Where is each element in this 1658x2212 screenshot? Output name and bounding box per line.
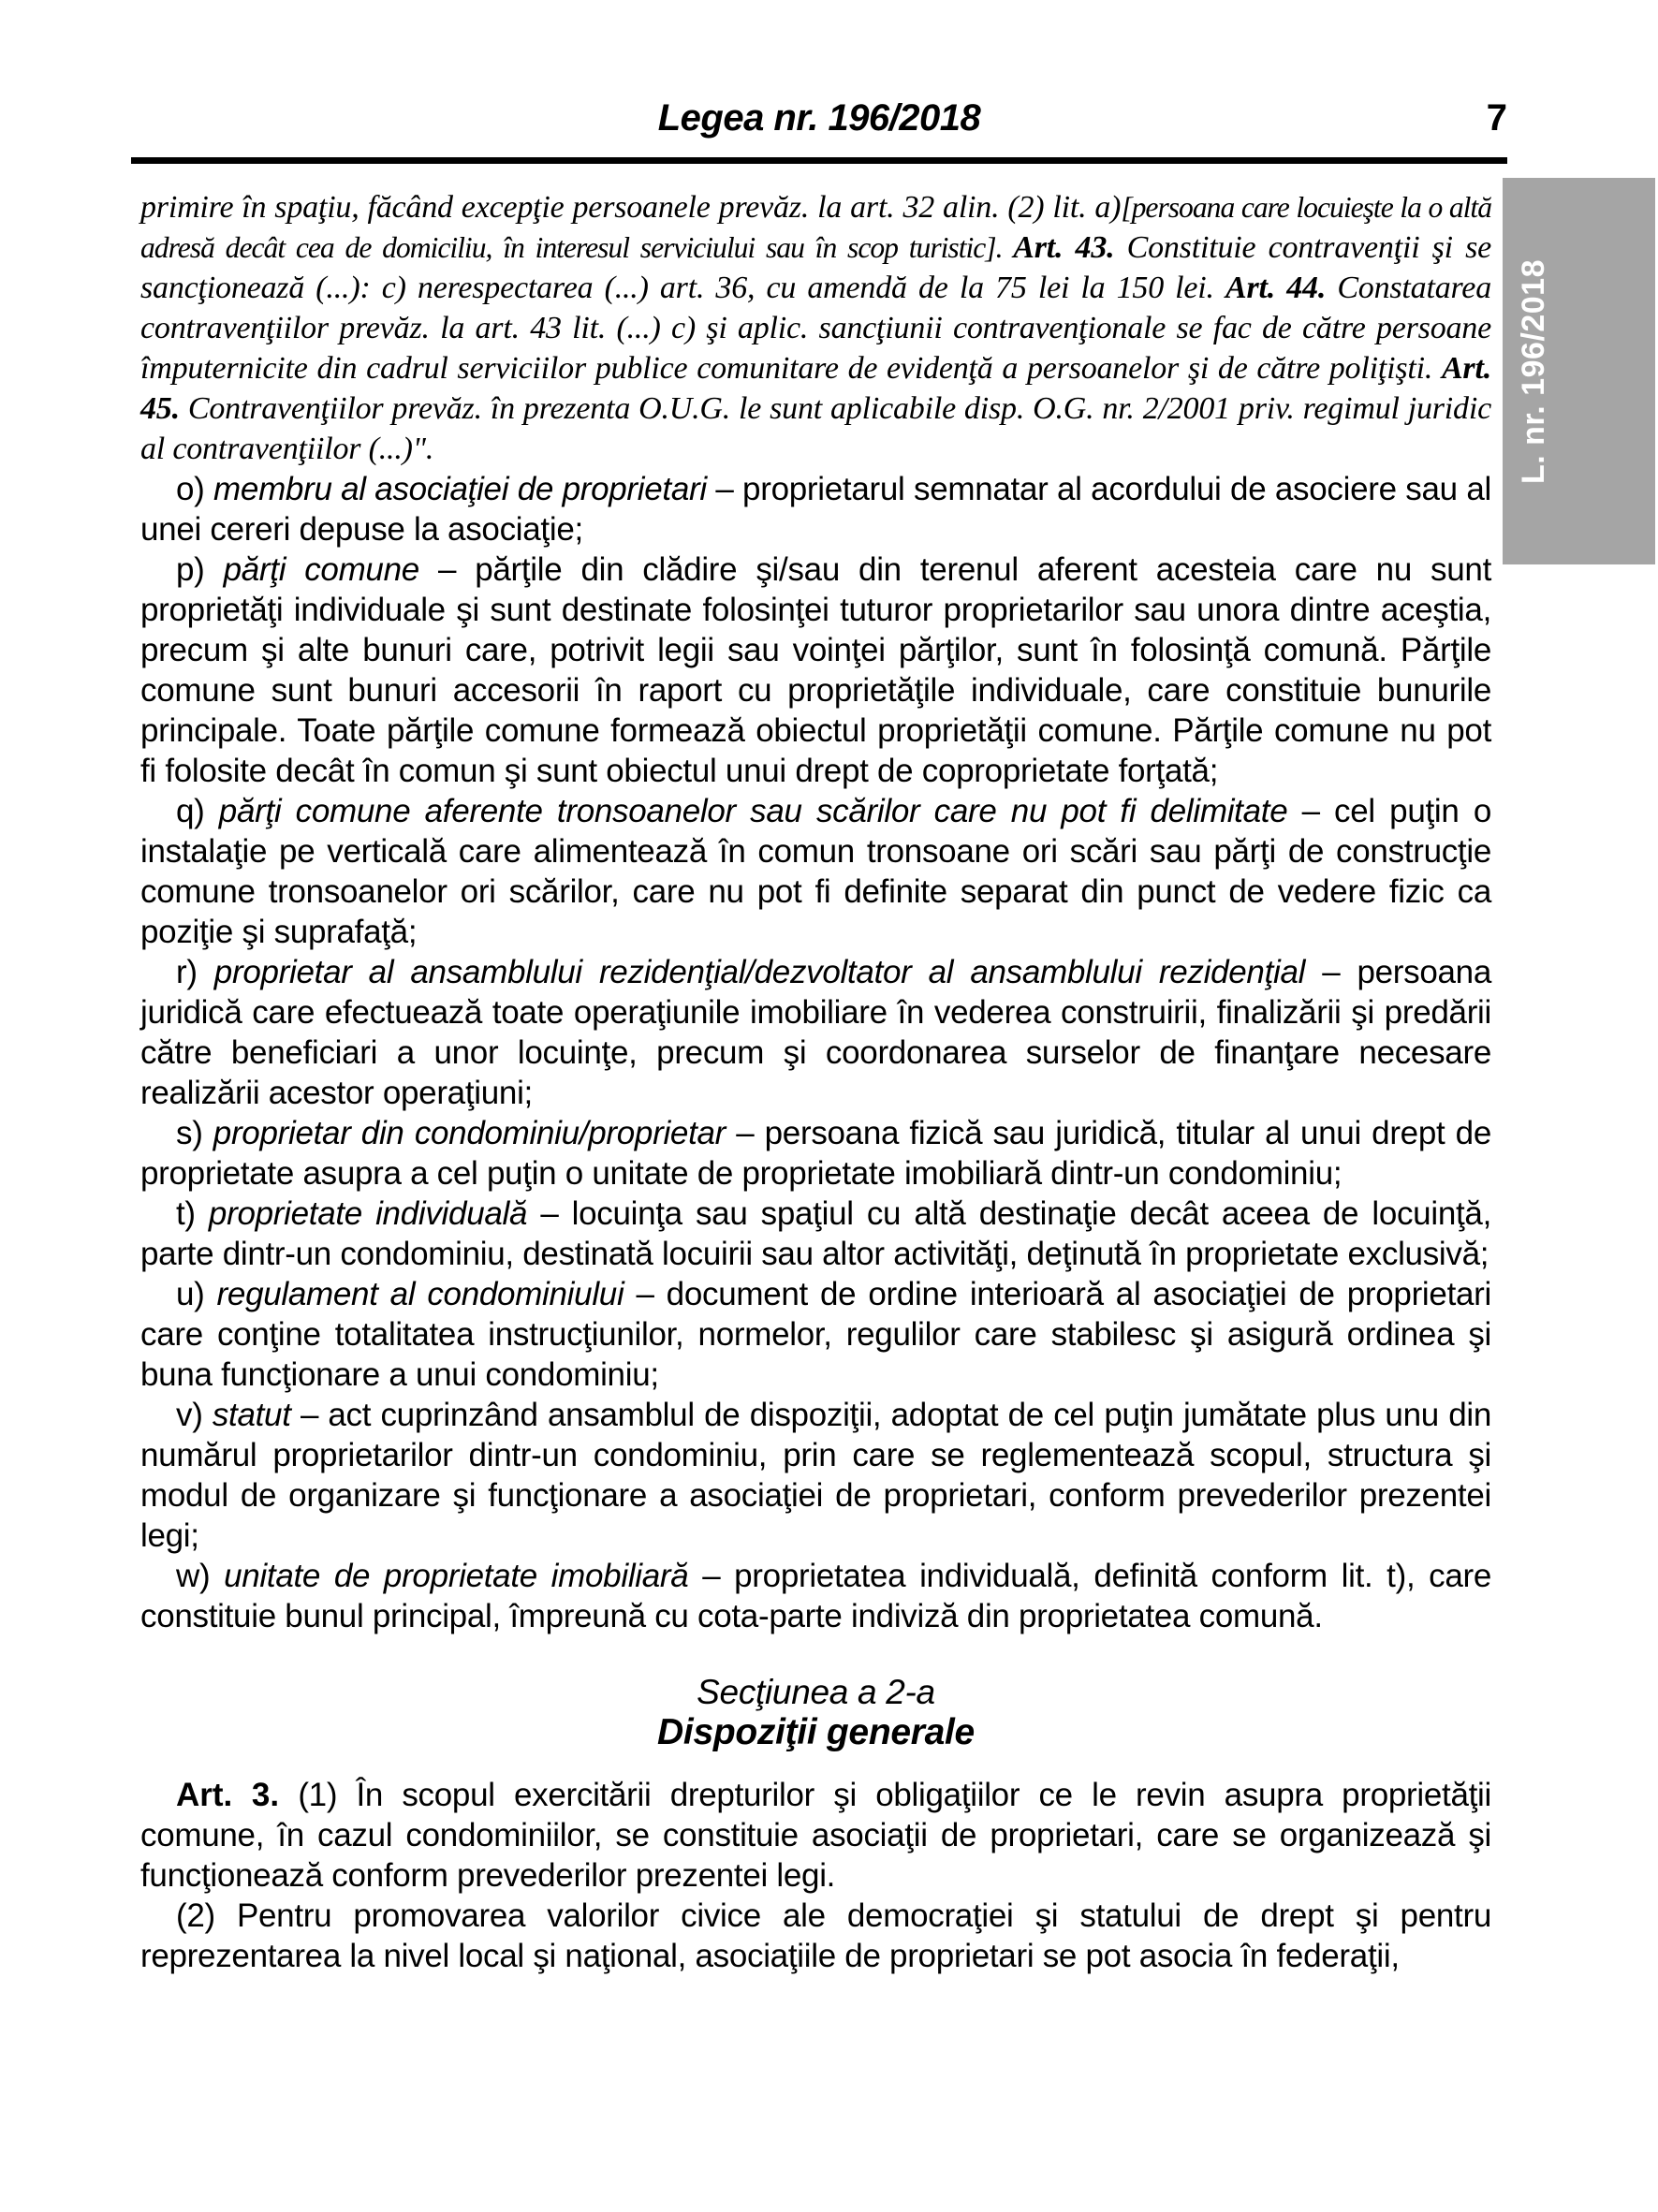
text-segment: – act cuprinzând ansamblul de dispoziţii, adoptat de cel puţin jumătate plus unu din numărul proprietarilor dintr-un condominiu, prin care se reglementează scopul, structura şi modul de organizare şi funcţionare a asociaţiei de proprietari, conform prevederilor prezentei legi;	[140, 1397, 1491, 1554]
text-segment: – proprietatea individuală, definită conform lit. t), care constituie bunul principal, împreună cu cota-parte indiviză din proprietatea comună.	[140, 1558, 1492, 1634]
definition-q	[140, 791, 1491, 952]
text-segment: părţi comune aferente tronsoanelor sau scărilor care nu pot fi delimitate	[218, 793, 1288, 829]
article-3-para-2	[140, 1896, 1491, 1976]
text-segment: – părţile din clădire şi/sau din terenul aferent acesteia care nu sunt proprietăţi individuale şi sunt destinate folosinţei tuturor proprietarilor sau unora dintre aceştia, precum şi alte bunuri care, potrivit legii sau voinţei părţilor, sunt în folosinţă comună. Părţile comune sunt bunuri accesorii în raport cu proprietăţile individuale, care constituie bunurile principale. Toate părţile comune formează obiectul proprietăţii comune. Părţile comune nu pot fi folosite decât în comun şi sunt obiectul unui drept de coproprietate forţată;	[140, 551, 1492, 789]
text-segment: regulament al condominiului	[216, 1276, 624, 1312]
text-segment: Art. 43.	[1013, 230, 1115, 265]
header-rule	[131, 157, 1507, 164]
text-segment: – persoana juridică care efectuează toate operaţiunile imobiliare în vederea construirii, finalizării şi predării către beneficiari a unor locuinţe, precum şi coordonarea surselor de finanţare necesare realizării acestor operaţiuni;	[140, 954, 1492, 1111]
text-segment: (2) Pentru promovarea valorilor civice ale democraţiei şi statului de drept şi pentru reprezentarea la nivel local şi naţional, asociaţiile de proprietari se pot asocia în federaţii,	[140, 1897, 1491, 1974]
text-segment: t)	[176, 1195, 209, 1232]
text-segment: – document de ordine interioară al asociaţiei de proprietari care conţine totalitatea instrucţiunilor, normelor, regulilor care stabilesc şi asigură ordinea şi buna funcţionare a unui condominiu;	[140, 1276, 1491, 1393]
text-segment: Constatarea contravenţiilor prevăz. la art. 43 lit. (...) c) şi aplic. sancţiunii contravenţionale se fac de către persoane împuternicite din cadrul serviciilor publice comunitare de evidenţă a persoanelor şi de către poliţişti.	[140, 271, 1491, 386]
text-segment: o)	[176, 471, 214, 507]
text-segment: q)	[176, 793, 219, 829]
text-segment: unitate de proprietate imobiliară	[224, 1558, 689, 1594]
text-segment: – cel puţin o instalaţie pe verticală care alimentează în comun tronsoane ori scări sau părţi de construcţie comune tronsoanelor ori scărilor, care nu pot fi definite separat din punct de vedere fizic ca poziţie şi suprafaţă;	[140, 793, 1491, 950]
text-segment: p)	[176, 551, 224, 588]
definition-u	[140, 1274, 1491, 1395]
definition-w	[140, 1556, 1491, 1636]
text-segment: Contravenţiilor prevăz. în prezenta O.U.G. le sunt aplicabile disp. O.G. nr. 2/2001 priv. regimul juridic al contravenţiilor (...)".	[140, 391, 1491, 466]
text-segment: Art. 45.	[140, 351, 1491, 426]
page-header	[131, 97, 1507, 171]
thumb-index-tab	[1503, 178, 1655, 564]
page-number: 7	[1486, 97, 1507, 139]
definition-v	[140, 1395, 1491, 1556]
section-subheading	[140, 1712, 1491, 1752]
header-row	[131, 97, 1507, 150]
text-segment: u)	[176, 1276, 217, 1312]
text-segment: proprietar al ansamblului rezidenţial/dezvoltator al ansamblului rezidenţial	[213, 954, 1306, 990]
definition-p	[140, 549, 1491, 791]
text-segment: proprietar din condominiu/proprietar	[213, 1115, 726, 1151]
definition-o	[140, 469, 1491, 549]
text-segment: primire în spaţiu, făcând excepţie persoanele prevăz. la art. 32 alin. (2) lit. a)	[140, 190, 1122, 225]
section-heading	[140, 1672, 1491, 1712]
text-segment: [persoana care locuieşte la o altă adresă decât cea de domiciliu, în interesul serviciului sau în scop turistic].	[140, 191, 1491, 264]
definition-r	[140, 952, 1491, 1113]
text-segment: Art. 44.	[1225, 271, 1327, 305]
text-segment: membru al asociaţiei de proprietari	[213, 471, 707, 507]
text-segment: părţi comune	[223, 551, 419, 588]
text-segment: proprietate individuală	[208, 1195, 528, 1232]
definition-s	[140, 1113, 1491, 1194]
body-text	[140, 187, 1491, 1976]
text-segment: s)	[176, 1115, 213, 1151]
thumb-tab-label: L. nr. 196/2018	[1516, 258, 1551, 484]
text-segment: statut	[212, 1397, 291, 1433]
text-segment: Art. 3.	[176, 1777, 280, 1813]
text-segment: Dispoziţii generale	[657, 1712, 975, 1752]
text-segment: – persoana fizică sau juridică, titular al unui drept de proprietate asupra a cel puţin o unitate de proprietate imobiliară dintr-un condominiu;	[140, 1115, 1491, 1192]
text-segment: Secţiunea a 2-a	[697, 1673, 935, 1711]
article-3-para-1	[140, 1775, 1491, 1896]
text-segment: w)	[176, 1558, 225, 1594]
text-segment: – locuinţa sau spaţiul cu altă destinaţie decât aceea de locuinţă, parte dintr-un condominiu, destinată locuirii sau altor activităţi, deţinută în proprietate exclusivă;	[140, 1195, 1492, 1272]
text-segment: r)	[176, 954, 214, 990]
page-title: Legea nr. 196/2018	[657, 97, 981, 139]
definition-t	[140, 1194, 1491, 1274]
text-segment: Constituie contravenţii şi se sancţionează (...): c) nerespectarea (...) art. 36, cu amendă de la 75 lei la 150 lei.	[140, 230, 1492, 305]
quote-paragraph	[140, 187, 1491, 469]
text-segment: – proprietarul semnatar al acordului de asociere sau al unei cereri depuse la asociaţie;	[140, 471, 1491, 548]
text-segment: (1) În scopul exercitării drepturilor şi obligaţiilor ce le revin asupra proprietăţii comune, în cazul condominiilor, se constituie asociaţii de proprietari, care se organizează şi funcţionează conform prevederilor prezentei legi.	[140, 1777, 1491, 1894]
text-segment: v)	[176, 1397, 213, 1433]
